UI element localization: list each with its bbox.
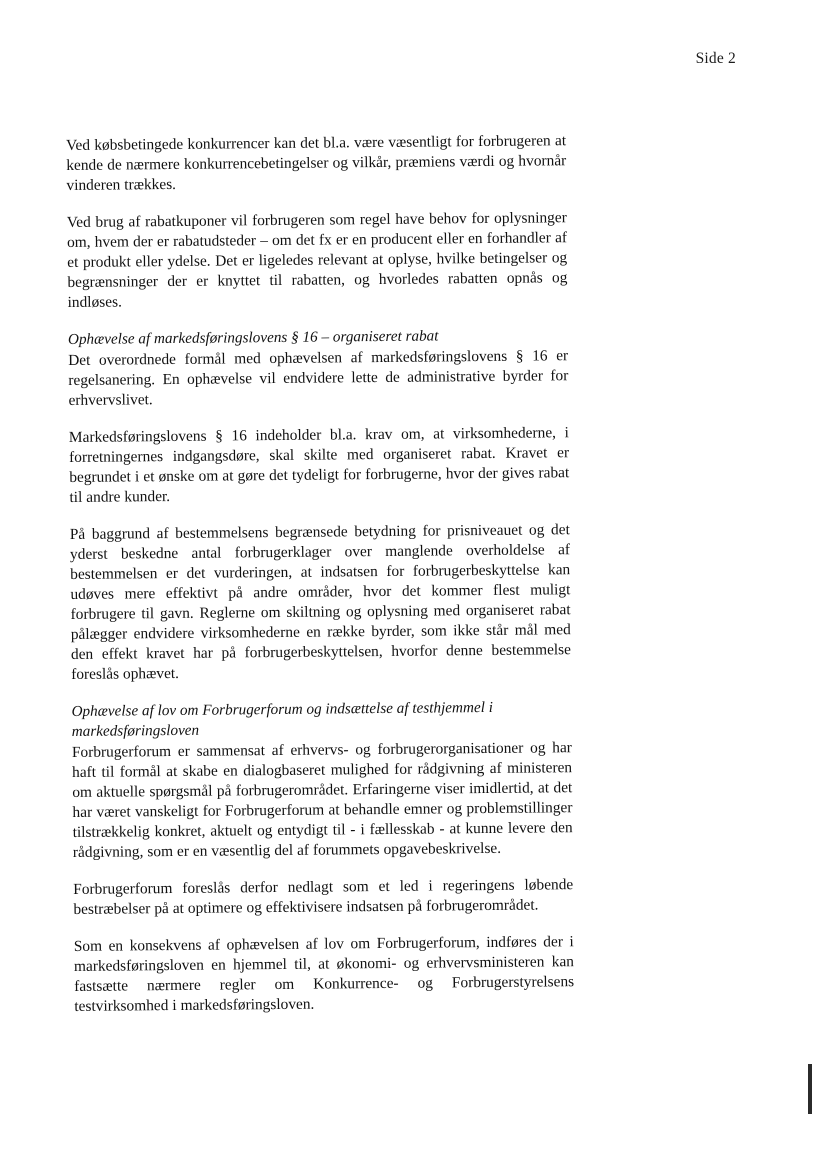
scan-edge-mark bbox=[808, 1064, 812, 1114]
page-number: Side 2 bbox=[695, 50, 736, 67]
document-body bbox=[66, 131, 575, 1034]
paragraph: Ved brug af rabatkuponer vil forbrugeren som regel have behov for oplysninger om, hvem der er rabatudsteder – om det fx er en producent eller en forhandler af et produkt eller ydelse. Det er ligeledes relevant at oplyse, hvilke betingelser og begrænsninger der er knyttet til rabatten, og hvorledes rabatten opnås og indløses. bbox=[66, 209, 568, 312]
paragraph: Forbrugerforum er sammensat af erhvervs- og forbrugerorganisationer og har haft til formål at skabe en dialogbaseret mulighed for rådgivning af ministeren om aktuelle spørgsmål på forbrugerområdet. Erfaringerne viser imidlertid, at det har været vanskeligt for Forbrugerforum at behandle emner og problemstillinger tilstrækkelig konkret, aktuelt og entydigt til - i fællesskab - at kunne levere den rådgivning, som er en væsentlig del af forummets opgavebeskrivelse. bbox=[71, 738, 573, 861]
paragraph: Det overordnede formål med ophævelsen af markedsføringslovens § 16 er regelsanering. En ophævelse vil endvidere lette de administrative byrder for erhvervslivet. bbox=[68, 347, 569, 409]
paragraph: Forbrugerforum foreslås derfor nedlagt som et led i regeringens løbende bestræbelser på at optimere og effektivisere indsatsen på forbrugerområdet. bbox=[73, 875, 574, 918]
paragraph: På baggrund af bestemmelsens begrænsede betydning for prisniveauet og det yderst beskedne antal forbrugerklager over manglende overholdelse af bestemmelsen er det vurderingen, at indsatsen for forbrugerbeskyttelse kan udøves mere effektivt på andre områder, hvor det kommer flest muligt forbrugere til gavn. Reglerne om skiltning og oplysning med organiseret rabat pålægger endvidere virksomhederne en række byrder, som ikke står mål med den effekt kravet har på forbrugerbeskyttelsen, hvorfor denne bestemmelse foreslås ophævet. bbox=[69, 521, 572, 684]
section-heading: Ophævelse af markedsføringslovens § 16 – organiseret rabat bbox=[67, 327, 439, 349]
section-heading: Ophævelse af lov om Forbrugerforum og indsættelse af testhjemmel i markedsføringsloven bbox=[71, 699, 494, 740]
paragraph: Ved købsbetingede konkurrencer kan det bl.a. være væsentligt for forbrugeren at kende de nærmere konkurrencebetingelser og vilkår, præmiens værdi og hvornår vinderen trækkes. bbox=[66, 132, 567, 195]
paragraph: Markedsføringslovens § 16 indeholder bl.a. krav om, at virksomhederne, i forretningernes indgangsdøre, skal skilte med organiseret rabat. Kravet er begrundet i et ønske om at gøre det tydeligt for forbrugerne, hvor der gives rabat til andre kunder. bbox=[68, 424, 570, 506]
paragraph: Som en konsekvens af ophævelsen af lov om Forbrugerforum, indføres der i markedsføringsloven en hjemmel til, at økonomi- og erhvervsministeren kan fastsætte nærmere regler om Konkurrence- og Forbrugerstyrelsens testvirksomhed i markedsføringsloven. bbox=[73, 932, 575, 1015]
